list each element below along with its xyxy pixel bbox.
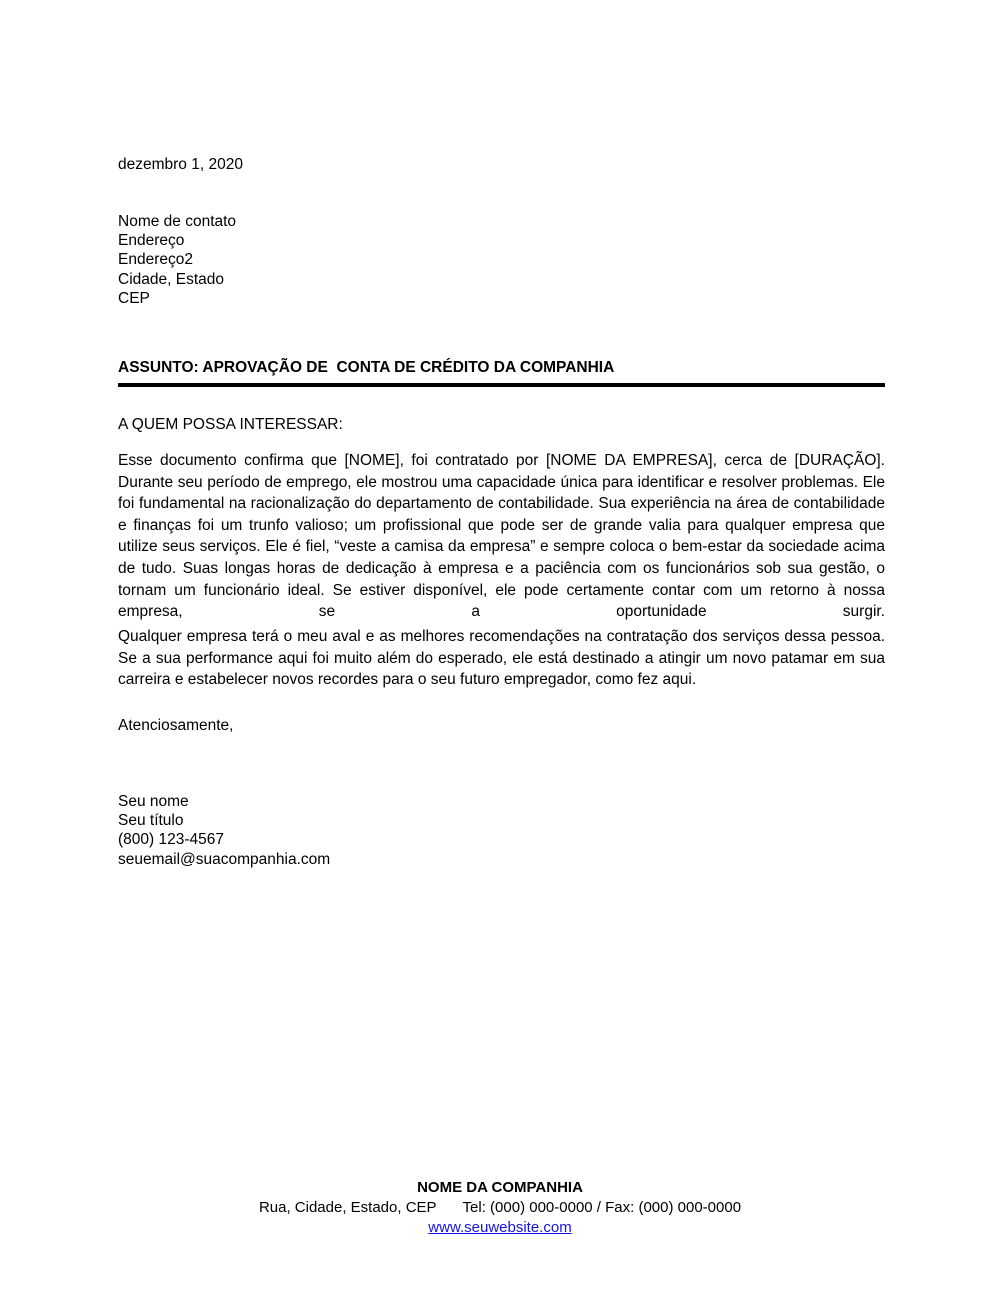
footer-website-line [0,1218,1000,1238]
recipient-address-1: Endereço [118,232,185,250]
footer-address: Rua, Cidade, Estado, CEP [258,1199,437,1216]
subject-block [118,358,885,387]
footer-phone-fax: Tel: (000) 000-0000 / Fax: (000) 000-0000 [462,1199,742,1216]
recipient-address-2: Endereço2 [118,251,193,269]
footer-company-name: NOME DA COMPANHIA [417,1179,583,1196]
recipient-name: Nome de contato [118,213,237,230]
sender-phone: (800) 123-4567 [118,831,224,849]
body-paragraph-1: Esse documento confirma que [NOME], foi contratado por [NOME DA EMPRESA], cerca de [DURAÇÃO]. Durante seu período de emprego, ele mostrou uma capacidade única para identificar e resolver problemas. Ele foi fundamental na racionalização do departamento de contabilidade. Sua experiência na área de contabilidade e finanças foi um trunfo valioso; um profissional que pode ser de grande valia para qualquer empresa que utilize seus serviços. Ele é fiel, “veste a camisa da empresa” e sempre coloca o bem-estar da sociedade acima de tudo. Suas longas horas de dedicação à empresa e a paciência com os funcionários sob sua gestão, o tornam um funcionário ideal. Se estiver disponível, ele pode certamente contar com um retorno à nossa empresa, se a oportunidade surgir. [118,452,885,621]
closing-line: Atenciosamente, [118,717,234,734]
subject-divider [118,383,885,387]
letter-date: dezembro 1, 2020 [118,156,243,173]
body-paragraph-2: Qualquer empresa terá o meu aval e as melhores recomendações na contratação dos serviços dessa pessoa. Se a sua performance aqui foi muito além do esperado, ele está destinado a atingir um novo patamar em sua carreira e estabelecer novos recordes para o seu futuro empregador, como fez aqui. [118,628,885,689]
footer-website-link[interactable]: www.seuwebsite.com [428,1219,572,1236]
signature-block [118,792,330,869]
sender-email: seuemail@suacompanhia.com [118,850,331,868]
subject-line: ASSUNTO: APROVAÇÃO DE CONTA DE CRÉDITO DA COMPANHIA [118,359,615,376]
salutation: A QUEM POSSA INTERESSAR: [118,416,343,433]
sender-name: Seu nome [118,793,189,810]
recipient-postal-code: CEP [118,289,150,307]
sender-title: Seu título [118,812,184,830]
page-footer [0,1178,1000,1238]
footer-contact-line [0,1198,1000,1218]
recipient-city-state: Cidade, Estado [118,270,224,288]
recipient-address-block [118,212,236,308]
